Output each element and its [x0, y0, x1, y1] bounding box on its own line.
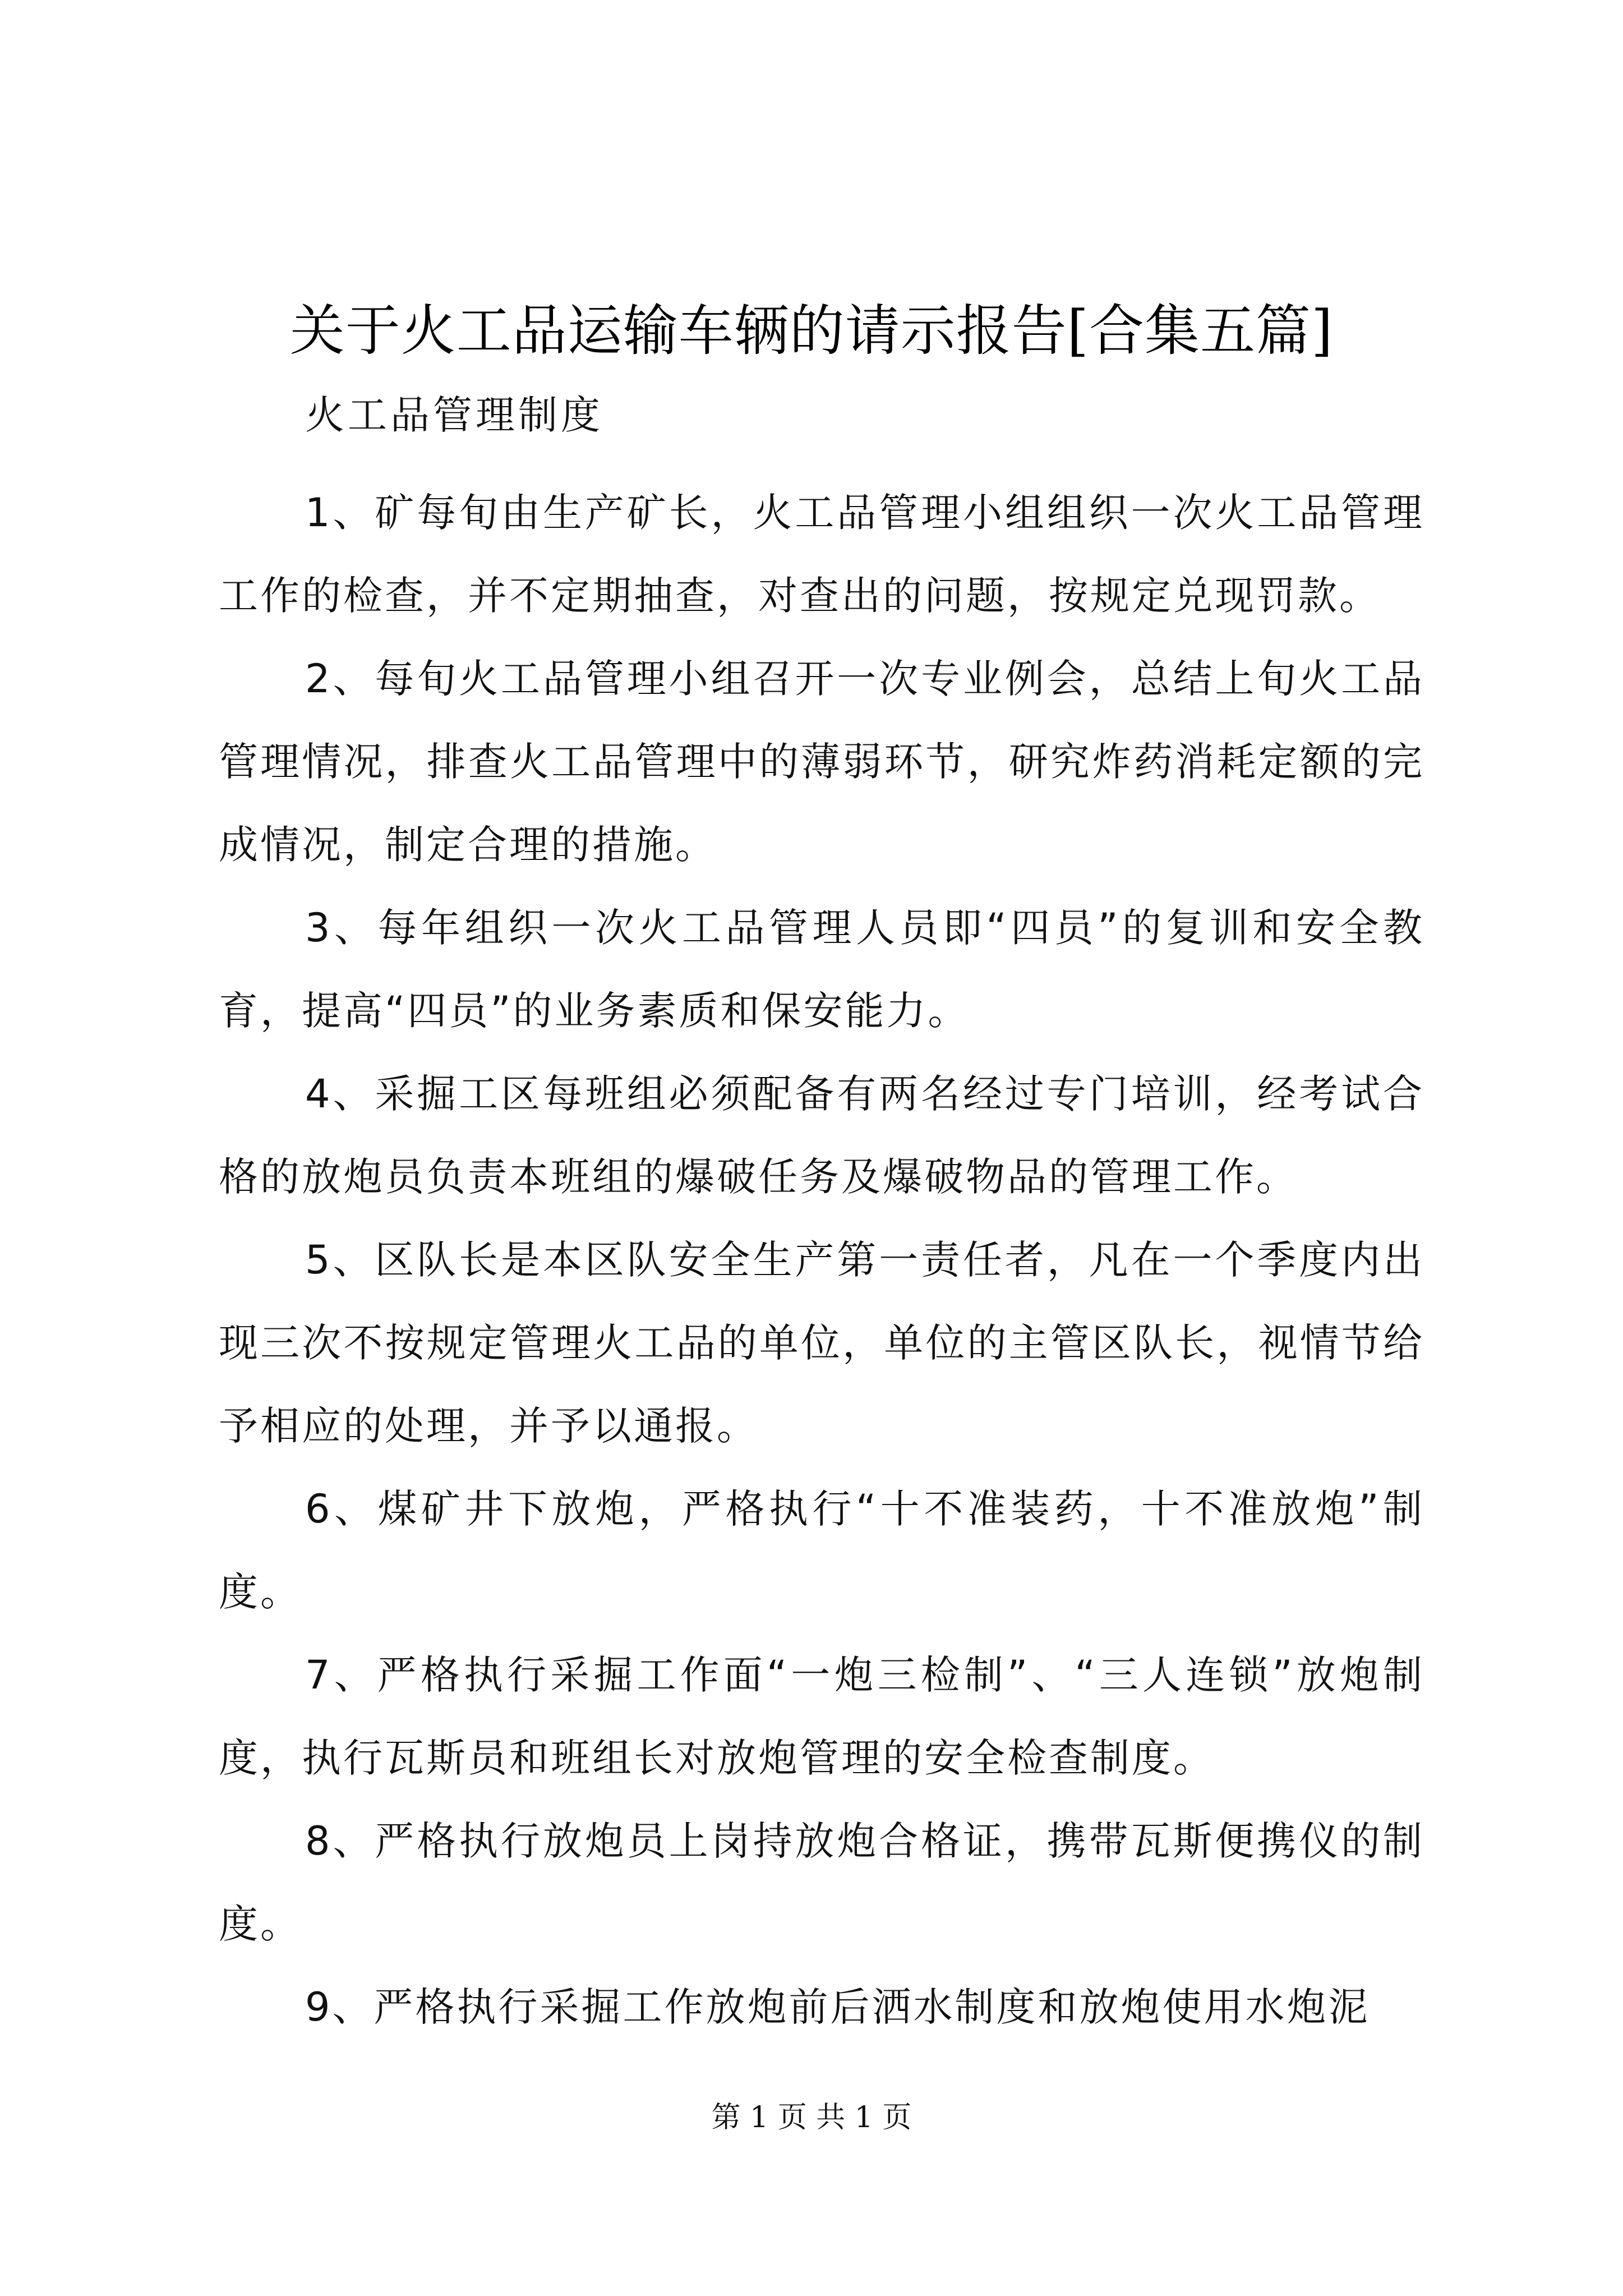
- paragraph-7: 7、严格执行采掘工作面“一炮三检制”、“三人连锁”放炮制度，执行瓦斯员和班组长对放炮管理的安全检查制度。: [219, 1652, 1424, 1781]
- paragraph-2: 2、每旬火工品管理小组召开一次专业例会，总结上旬火工品管理情况，排查火工品管理中的薄弱环节，研究炸药消耗定额的完成情况，制定合理的措施。: [219, 656, 1424, 868]
- section-heading: 火工品管理制度: [305, 392, 603, 438]
- paragraph-1: 1、矿每旬由生产矿长，火工品管理小组组织一次火工品管理工作的检查，并不定期抽查，对查出的问题，按规定兑现罚款。: [219, 490, 1424, 619]
- paragraph-5: 5、区队长是本区队安全生产第一责任者，凡在一个季度内出现三次不按规定管理火工品的单位，单位的主管区队长，视情节给予相应的处理，并予以通报。: [219, 1237, 1424, 1449]
- document-body: [219, 387, 1424, 2049]
- document-title: 关于火工品运输车辆的请示报告[合集五篇]: [289, 299, 1334, 363]
- page-footer: 第 1 页 共 1 页: [711, 2101, 912, 2134]
- paragraph-3: 3、每年组织一次火工品管理人员即“四员”的复训和安全教育，提高“四员”的业务素质和保安能力。: [219, 905, 1424, 1034]
- paragraph-6: 6、煤矿井下放炮，严格执行“十不准装药，十不准放炮”制度。: [219, 1486, 1424, 1615]
- paragraph-9: 9、严格执行采掘工作放炮前后洒水制度和放炮使用水炮泥: [305, 1984, 1370, 2030]
- paragraph-4: 4、采掘工区每班组必须配备有两名经过专门培训，经考试合格的放炮员负责本班组的爆破任务及爆破物品的管理工作。: [219, 1071, 1424, 1200]
- paragraph-8: 8、严格执行放炮员上岗持放炮合格证，携带瓦斯便携仪的制度。: [219, 1818, 1424, 1947]
